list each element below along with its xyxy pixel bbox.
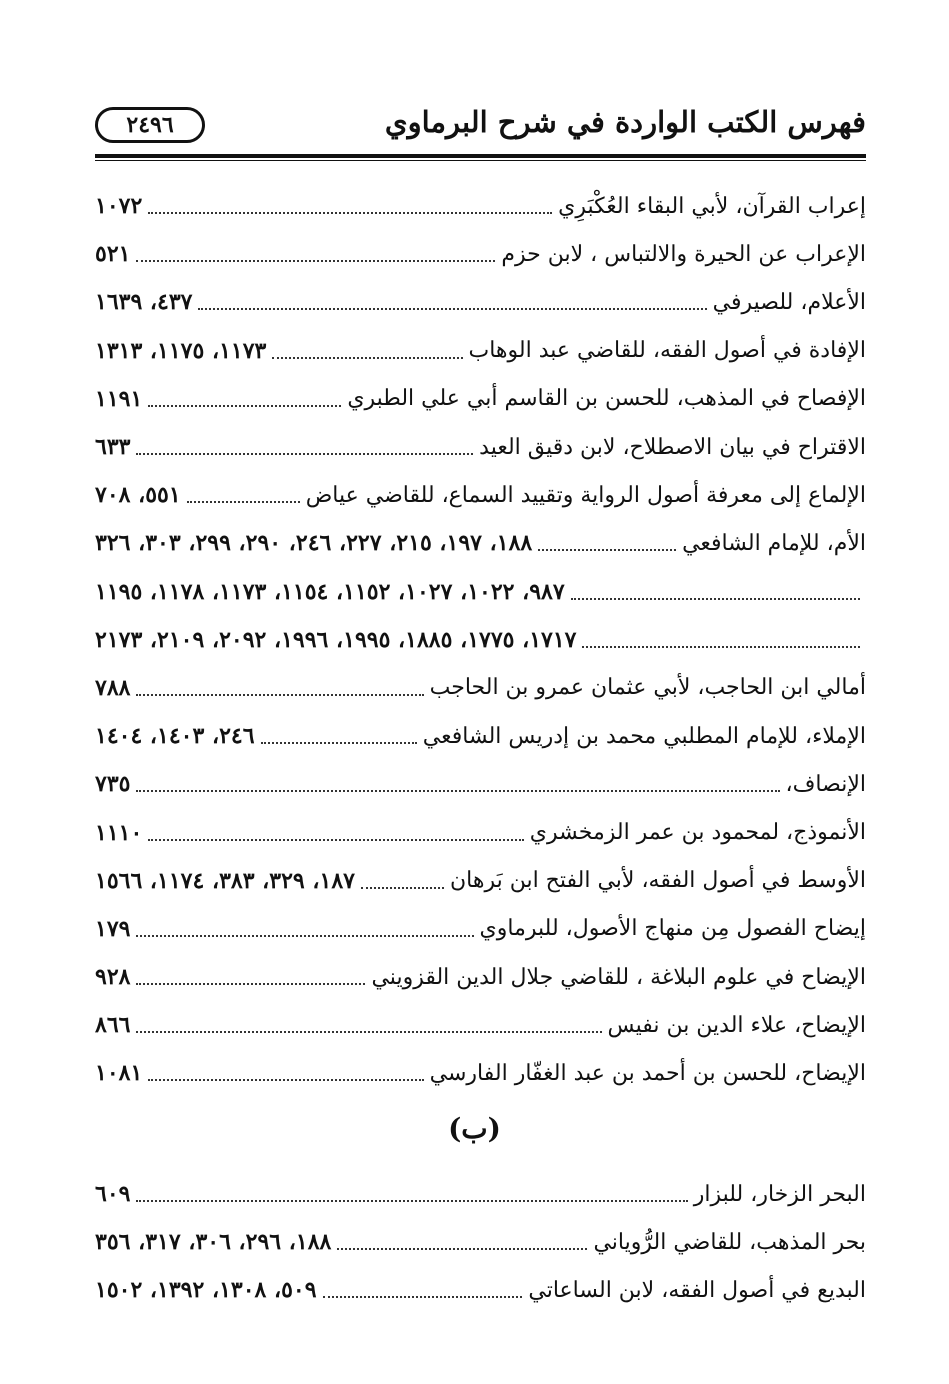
index-entry: [95, 616, 866, 664]
dot-leader: [337, 1234, 587, 1250]
header-rule-thick: [95, 154, 866, 158]
dot-leader: [136, 680, 423, 696]
dot-leader: [187, 487, 300, 503]
entry-title: الأعلام، للصيرفي: [712, 289, 866, 315]
entry-title: الإيضاح، للحسن بن أحمد بن عبد الغفّار الفارسي: [429, 1060, 866, 1086]
entry-title: الإفصاح في المذهب، للحسن بن القاسم أبي علي الطبري: [347, 386, 866, 412]
entry-page-numbers: ١١٩١: [95, 385, 143, 412]
dot-leader: [272, 343, 462, 359]
dot-leader: [136, 439, 473, 455]
entry-title: الأوسط في أصول الفقه، لأبي الفتح ابن بَرهان: [449, 868, 866, 894]
dot-leader: [323, 1282, 523, 1298]
entry-page-numbers: ١٨٨، ١٩٧، ٢١٥، ٢٢٧، ٢٤٦، ٢٩٠، ٢٩٩، ٣٠٣، ٣٢٦: [95, 530, 533, 557]
entry-page-numbers: ١٨٨، ٢٩٦، ٣٠٦، ٣١٧، ٣٥٦: [95, 1229, 332, 1256]
dot-leader: [148, 825, 524, 841]
dot-leader: [361, 873, 444, 889]
index-list-alif: [95, 182, 866, 1098]
dot-leader: [198, 294, 706, 310]
entry-title: الإفادة في أصول الفقه، للقاضي عبد الوهاب: [468, 338, 866, 364]
entry-title: بحر المذهب، للقاضي الرُّوياني: [593, 1229, 866, 1255]
index-entry: [95, 905, 866, 953]
index-entry: [95, 471, 866, 519]
dot-leader: [136, 969, 365, 985]
entry-page-numbers: ١٧١٧، ١٧٧٥، ١٨٨٥، ١٩٩٥، ١٩٩٦، ٢٠٩٢، ٢١٠٩، ٢١٧٣: [95, 626, 577, 653]
dot-leader: [136, 1017, 601, 1033]
entry-page-numbers: ٩٨٧، ١٠٢٢، ١٠٢٧، ١١٥٢، ١١٥٤، ١١٧٣، ١١٧٨، ١١٩٥: [95, 578, 565, 605]
entry-title: الإنصاف،: [785, 771, 866, 797]
entry-page-numbers: ٦٣٣: [95, 434, 131, 461]
entry-page-numbers: ٥٢١: [95, 241, 131, 268]
entry-title: الإيضاح، علاء الدين بن نفيس: [607, 1012, 866, 1038]
entry-title: الإعراب عن الحيرة والالتباس ، لابن حزم: [501, 241, 866, 267]
entry-page-numbers: ١٧٩: [95, 915, 131, 942]
index-entry: [95, 808, 866, 856]
index-list-ba: [95, 1170, 866, 1315]
index-entry: [95, 712, 866, 760]
index-entry: [95, 1049, 866, 1097]
index-entry: [95, 519, 866, 567]
index-entry: [95, 953, 866, 1001]
entry-page-numbers: ١٨٧، ٣٢٩، ٣٨٣، ١١٧٤، ١٥٦٦: [95, 867, 355, 894]
entry-page-numbers: ٨٦٦: [95, 1012, 131, 1039]
entry-page-numbers: ١٠٨١: [95, 1060, 143, 1087]
dot-leader: [148, 1065, 423, 1081]
index-entry: [95, 327, 866, 375]
index-entry: [95, 568, 866, 616]
entry-page-numbers: ٢٤٦، ١٤٠٣، ١٤٠٤: [95, 723, 255, 750]
entry-title: البديع في أصول الفقه، لابن الساعاتي: [528, 1277, 866, 1303]
index-entry: [95, 1001, 866, 1049]
dot-leader: [136, 921, 473, 937]
dot-leader: [571, 584, 860, 600]
entry-page-numbers: ٥٥١، ٧٠٨: [95, 482, 181, 509]
dot-leader: [136, 1186, 687, 1202]
dot-leader: [261, 728, 417, 744]
index-entry: [95, 278, 866, 326]
page-header: [95, 103, 866, 151]
index-entry: [95, 230, 866, 278]
entry-title: البحر الزخار، للبزار: [693, 1181, 866, 1207]
entry-title: الإلماع إلى معرفة أصول الرواية وتقييد السماع، للقاضي عياض: [305, 482, 866, 508]
entry-page-numbers: ٧٣٥: [95, 771, 131, 798]
dot-leader: [582, 632, 860, 648]
index-entry: [95, 423, 866, 471]
index-entry: [95, 664, 866, 712]
entry-page-numbers: ٥٠٩، ١٣٠٨، ١٣٩٢، ١٥٠٢: [95, 1277, 317, 1304]
dot-leader: [148, 391, 341, 407]
index-entry: [95, 1266, 866, 1314]
entry-title: أمالي ابن الحاجب، لأبي عثمان عمرو بن الحاجب: [429, 675, 866, 701]
dot-leader: [538, 535, 676, 551]
index-entry: [95, 375, 866, 423]
dot-leader: [148, 198, 552, 214]
entry-title: الإملاء، للإمام المطلبي محمد بن إدريس الشافعي: [422, 723, 866, 749]
section-letter-heading: (ب): [448, 1112, 501, 1145]
entry-page-numbers: ١١١٠: [95, 819, 143, 846]
entry-page-numbers: ٧٨٨: [95, 674, 131, 701]
index-entry: [95, 760, 866, 808]
entry-title: إعراب القرآن، لأبي البقاء العُكْبَرِي: [558, 193, 866, 219]
index-entry: [95, 1170, 866, 1218]
entry-page-numbers: ١٠٧٢: [95, 193, 143, 220]
entry-page-numbers: ١١٧٣، ١١٧٥، ١٣١٣: [95, 337, 267, 364]
index-entry: [95, 182, 866, 230]
header-rule-thin: [95, 160, 866, 161]
dot-leader: [136, 776, 779, 792]
page-number-badge: ٢٤٩٦: [95, 107, 205, 143]
entry-title: الأنموذج، لمحمود بن عمر الزمخشري: [529, 820, 866, 846]
entry-title: الأم، للإمام الشافعي: [682, 530, 866, 556]
entry-page-numbers: ٤٣٧، ١٦٣٩: [95, 289, 193, 316]
entry-page-numbers: ٩٢٨: [95, 964, 131, 991]
index-entry: [95, 857, 866, 905]
entry-title: الإيضاح في علوم البلاغة ، للقاضي جلال الدين القزويني: [371, 964, 866, 990]
entry-page-numbers: ٦٠٩: [95, 1181, 131, 1208]
entry-title: الاقتراح في بيان الاصطلاح، لابن دقيق العيد: [479, 434, 866, 460]
entry-title: إيضاح الفصول مِن منهاج الأصول، للبرماوي: [479, 916, 866, 942]
running-title: فهرس الكتب الواردة في شرح البرماوي: [384, 105, 866, 139]
dot-leader: [136, 246, 495, 262]
index-entry: [95, 1218, 866, 1266]
